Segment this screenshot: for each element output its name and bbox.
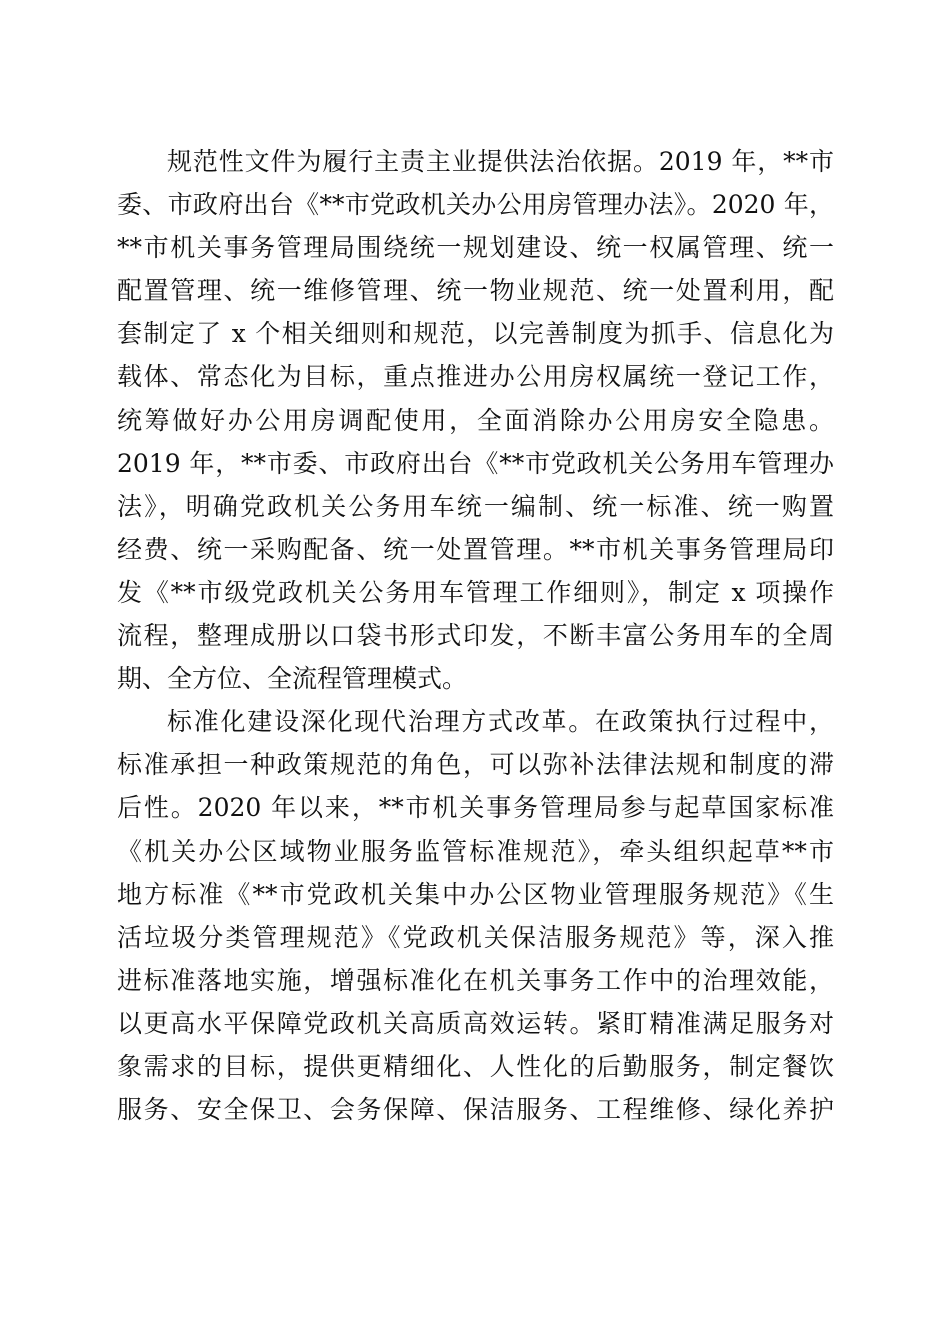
text-line: 象需求的目标，提供更精细化、人性化的后勤服务，制定餐饮	[117, 1051, 834, 1081]
text-line: 配置管理、统一维修管理、统一物业规范、统一处置利用，配	[117, 276, 834, 306]
text-line: 规范性文件为履行主责主业提供法治依据。2019 年，**市	[167, 147, 834, 176]
text-line: 统筹做好办公用房调配使用，全面消除办公用房安全隐患。	[117, 405, 834, 435]
text-line: 《机关办公区域物业服务监管标准规范》，牵头组织起草**市	[117, 836, 834, 866]
text-line: 发《**市级党政机关公务用车管理工作细则》，制定 x 项操作	[117, 577, 834, 607]
text-line: 法》，明确党政机关公务用车统一编制、统一标准、统一购置	[117, 491, 834, 521]
text-line: 标准化建设深化现代治理方式改革。在政策执行过程中，	[167, 707, 834, 737]
text-line: 活垃圾分类管理规范》《党政机关保洁服务规范》等，深入推	[117, 922, 834, 952]
text-line: 载体、常态化为目标，重点推进办公用房权属统一登记工作，	[117, 362, 834, 392]
document-page	[117, 140, 834, 1131]
text-line: 后性。2020 年以来，**市机关事务管理局参与起草国家标准	[117, 793, 834, 823]
paragraph-regulatory-documents	[117, 140, 834, 700]
paragraph-standardization	[117, 700, 834, 1131]
text-line: 以更高水平保障党政机关高质高效运转。紧盯精准满足服务对	[117, 1008, 834, 1038]
text-line: 流程，整理成册以口袋书形式印发，不断丰富公务用车的全周	[117, 621, 834, 651]
text-line: 2019 年，**市委、市政府出台《**市党政机关公务用车管理办	[117, 448, 834, 478]
text-line: 期、全方位、全流程管理模式。	[117, 664, 468, 694]
text-line: 地方标准《**市党政机关集中办公区物业管理服务规范》《生	[117, 879, 834, 909]
text-line: 服务、安全保卫、会务保障、保洁服务、工程维修、绿化养护	[117, 1095, 834, 1125]
text-line: 套制定了 x 个相关细则和规范，以完善制度为抓手、信息化为	[117, 319, 834, 349]
text-line: 经费、统一采购配备、统一处置管理。**市机关事务管理局印	[117, 534, 834, 564]
text-line: 标准承担一种政策规范的角色，可以弥补法律法规和制度的滞	[117, 750, 834, 780]
text-line: 委、市政府出台《**市党政机关办公用房管理办法》。2020 年，	[117, 190, 834, 220]
text-line: 进标准落地实施，增强标准化在机关事务工作中的治理效能，	[117, 965, 834, 995]
text-line: **市机关事务管理局围绕统一规划建设、统一权属管理、统一	[117, 233, 834, 263]
